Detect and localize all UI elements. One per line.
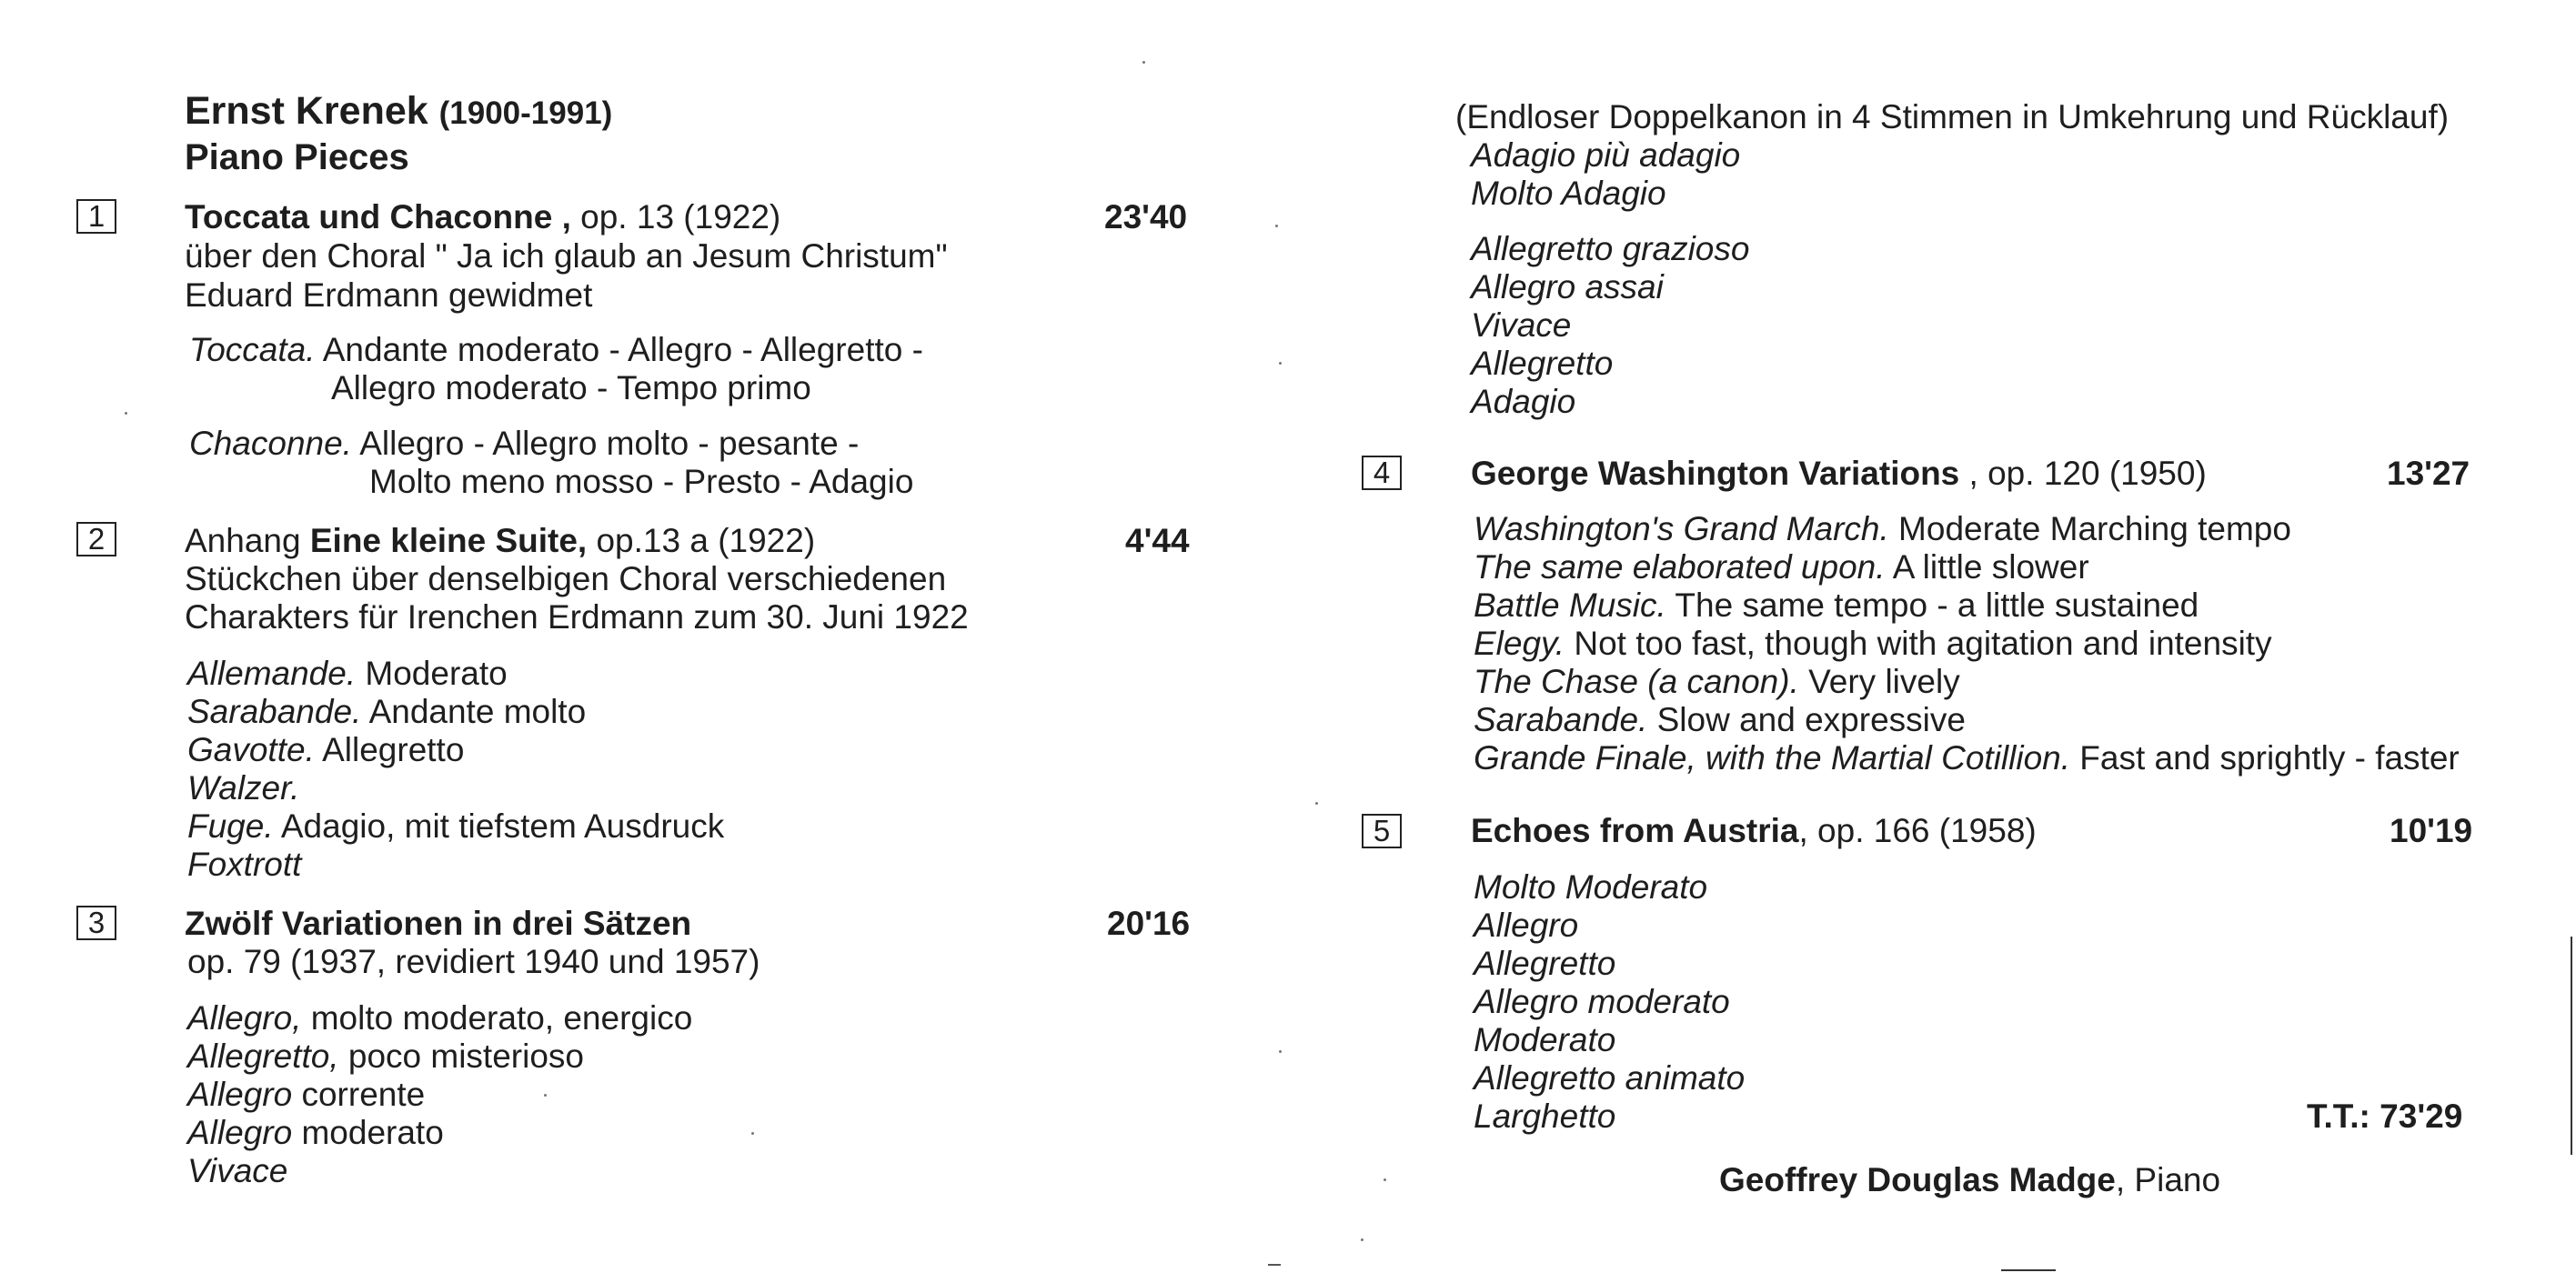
collection-title: Piano Pieces — [185, 137, 409, 177]
movement-tempo: Moderate Marching tempo — [1888, 510, 2291, 547]
movement-tempo: molto moderato, energico — [301, 999, 693, 1037]
track-title: Toccata und Chaconne , — [185, 198, 571, 236]
movement-line: Allegretto — [1474, 945, 1616, 982]
track-opus: op. 79 (1937, revidiert 1940 und 1957) — [187, 943, 760, 980]
movement-line: Allegro — [1474, 907, 1579, 944]
movement-name: Sarabande. — [1474, 701, 1648, 738]
movement-tempo: Slow and expressive — [1647, 701, 1966, 738]
scan-speck — [544, 1094, 547, 1097]
movement-tempo: corrente — [292, 1076, 426, 1113]
movement-line — [187, 809, 724, 843]
performer-name: Geoffrey Douglas Madge — [1719, 1161, 2116, 1198]
movement-name: Sarabande. — [187, 693, 362, 730]
track-title: Echoes from Austria — [1471, 812, 1799, 849]
scan-speck — [1142, 61, 1145, 64]
scan-speck — [1361, 1238, 1363, 1241]
performer-instrument: , Piano — [2115, 1161, 2221, 1198]
movement-name: Grande Finale, with the Martial Cotillion. — [1474, 739, 2071, 777]
track-title-line — [1471, 814, 2037, 847]
composer-name: Ernst Krenek — [185, 89, 428, 133]
edge-line — [1268, 1264, 1281, 1266]
movement-line — [1474, 741, 2460, 775]
movement-line — [1474, 588, 2199, 622]
edge-line — [2571, 937, 2572, 1155]
movement-name: Battle Music. — [1474, 586, 1666, 624]
track-title-line — [1471, 456, 2207, 490]
track-opus: , op. 166 (1958) — [1798, 812, 2037, 849]
movement-line: Allegretto grazioso — [1471, 230, 1750, 267]
movement-line: Allegretto animato — [1474, 1059, 1746, 1097]
movement-line: Allegretto — [1471, 345, 1614, 382]
track-opus: op. 13 (1922) — [570, 198, 781, 236]
track-number-box: 4 — [1362, 456, 1402, 490]
movement-name: Allegro — [187, 1076, 293, 1113]
continued-note: (Endloser Doppelkanon in 4 Stimmen in Umkehrung und Rücklauf) — [1455, 98, 2450, 135]
movement-line — [1474, 512, 2291, 546]
movement-name: Allemande. — [187, 655, 357, 692]
movement-name: Vivace — [187, 1152, 288, 1189]
movement-line — [187, 695, 586, 728]
movement-line — [187, 657, 508, 690]
composer-heading — [185, 89, 613, 133]
movement-name: Elegy. — [1474, 625, 1565, 662]
movement-line — [1474, 703, 1966, 737]
movement-name: Allegro — [187, 1114, 293, 1151]
track-title: Eine kleine Suite, — [309, 522, 588, 559]
track-duration: 10'19 — [2390, 812, 2473, 849]
movement-line — [189, 333, 923, 366]
movement-name: Fuge. — [187, 807, 274, 845]
movement-line: Adagio più adagio — [1471, 136, 1741, 174]
track-title: George Washington Variations — [1471, 455, 1960, 492]
movement-line: Allegro moderato — [1474, 983, 1730, 1020]
track-number-box: 1 — [76, 199, 116, 234]
movement-tempo: poco misterioso — [338, 1037, 584, 1075]
movement-tempo: The same tempo - a little sustained — [1665, 586, 2199, 624]
movement-name: Allegro, — [187, 999, 302, 1037]
movement-name: Foxtrott — [187, 846, 302, 883]
track-duration: 13'27 — [2387, 455, 2470, 492]
movement-name: Allegretto, — [187, 1037, 339, 1075]
movement-line — [187, 847, 301, 881]
movement-line — [1474, 550, 2089, 584]
movement-line — [187, 1154, 287, 1188]
track-number-box: 5 — [1362, 814, 1402, 848]
movement-line — [187, 1078, 425, 1111]
scan-speck — [1315, 802, 1318, 805]
movement-line — [1474, 665, 1960, 698]
track-title: Zwölf Variationen in drei Sätzen — [185, 905, 692, 942]
movement-tempo: Not too fast, though with agitation and intensity — [1565, 625, 2272, 662]
movement-line — [189, 426, 859, 460]
track-duration: 4'44 — [1125, 522, 1190, 559]
movement-continuation: Allegro moderato - Tempo primo — [331, 369, 811, 406]
track-number-box: 3 — [76, 906, 116, 940]
movement-continuation: Molto meno mosso - Presto - Adagio — [369, 463, 914, 500]
movement-tempo: Adagio, mit tiefstem Ausdruck — [273, 807, 725, 845]
movement-line — [187, 1116, 444, 1149]
edge-line — [2001, 1269, 2056, 1271]
movement-tempo: Andante molto — [361, 693, 587, 730]
movement-tempo: Andante moderato - Allegro - Allegretto - — [315, 331, 923, 368]
movement-line — [187, 771, 299, 805]
scan-speck — [1275, 225, 1278, 227]
track-duration: 20'16 — [1107, 905, 1191, 942]
movement-line — [187, 1039, 584, 1073]
movement-tempo: moderato — [292, 1114, 444, 1151]
scan-speck — [125, 412, 127, 415]
movement-name: Walzer. — [187, 769, 300, 807]
composer-dates: (1900-1991) — [438, 95, 613, 131]
track-title-line — [185, 524, 815, 557]
track-prefix: Anhang — [185, 522, 310, 559]
movement-line — [187, 733, 464, 767]
track-number-box: 2 — [76, 522, 116, 556]
track-opus: op.13 a (1922) — [587, 522, 816, 559]
total-time: T.T.: 73'29 — [2307, 1098, 2463, 1135]
scan-speck — [1279, 1050, 1282, 1053]
movement-name: The same elaborated upon. — [1474, 548, 1886, 586]
movement-tempo: Allegro - Allegro molto - pesante - — [351, 425, 860, 462]
movement-line: Larghetto — [1474, 1098, 1616, 1135]
movement-line: Moderato — [1474, 1021, 1616, 1058]
movement-line: Vivace — [1471, 306, 1572, 344]
scan-speck — [1279, 362, 1282, 365]
track-title-line — [185, 200, 780, 234]
movement-tempo: Very lively — [1798, 663, 1960, 700]
track-opus: , op. 120 (1950) — [1959, 455, 2207, 492]
track-description: über den Choral " Ja ich glaub an Jesum Christum" — [185, 237, 948, 275]
track-description: Charakters für Irenchen Erdmann zum 30. Juni 1922 — [185, 598, 969, 636]
movement-line: Molto Adagio — [1471, 175, 1666, 212]
track-duration: 23'40 — [1104, 198, 1188, 236]
movement-line: Molto Moderato — [1474, 868, 1708, 906]
movement-name: Toccata. — [189, 331, 316, 368]
scan-speck — [751, 1132, 754, 1135]
movement-name: Washington's Grand March. — [1474, 510, 1889, 547]
movement-line: Adagio — [1471, 383, 1576, 420]
movement-tempo: Allegretto — [314, 731, 465, 768]
movement-tempo: A little slower — [1885, 548, 2089, 586]
track-description: Stückchen über denselbigen Choral verschiedenen — [185, 560, 947, 597]
movement-line — [1474, 626, 2272, 660]
movement-name: Gavotte. — [187, 731, 315, 768]
movement-name: The Chase (a canon). — [1474, 663, 1799, 700]
movement-line — [187, 1001, 692, 1035]
movement-name: Chaconne. — [189, 425, 352, 462]
movement-tempo: Fast and sprightly - faster — [2070, 739, 2460, 777]
movement-tempo: Moderato — [356, 655, 508, 692]
track-description: Eduard Erdmann gewidmet — [185, 276, 593, 314]
scan-speck — [1384, 1178, 1386, 1181]
movement-line: Allegro assai — [1471, 268, 1664, 306]
performer-credit — [1719, 1163, 2220, 1197]
